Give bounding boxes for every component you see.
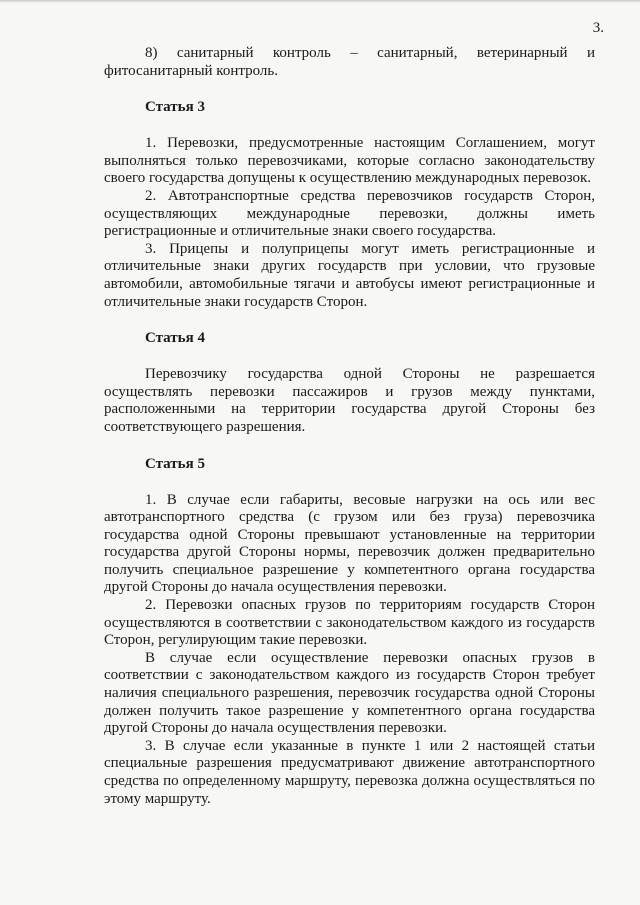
article-4-heading: Статья 4: [145, 330, 205, 347]
article-5-paragraph-1: 1. В случае если габариты, весовые нагрузки на ось или вес автотранспортного средства (с грузом или без груза) перевозчика государства одной Стороны превышают установленные на территории государства другой Стороны нормы, перевозчик должен предварительно получить специальное разрешение у компетентного органа государства другой Стороны до начала осуществления перевозки.: [104, 491, 595, 596]
article-3-heading: Статья 3: [145, 99, 205, 116]
article-4-paragraph-1: Перевозчику государства одной Стороны не разрешается осуществлять перевозки пассажиров и грузов между пунктами, расположенными на территории государства другой Стороны без соответствующего разрешения.: [104, 366, 595, 435]
article-5-paragraph-4: 3. В случае если указанные в пункте 1 или 2 настоящей статьи специальные разрешения предусматривают движение автотранспортного средства по определенному маршруту, перевозка должна осуществляться по этому маршруту.: [104, 737, 595, 807]
definition-item-8: 8) санитарный контроль – санитарный, ветеринарный и фитосанитарный контроль.: [104, 45, 595, 79]
article-3-paragraph-1: 1. Перевозки, предусмотренные настоящим Соглашением, могут выполняться только перевозчиками, которые согласно законодательству своего государства допущены к осуществлению международных перевозок.: [104, 135, 595, 187]
article-5-heading: Статья 5: [145, 455, 205, 472]
article-3-paragraph-3: 3. Прицепы и полуприцепы могут иметь регистрационные и отличительные знаки других государств при условии, что грузовые автомобили, автомобильные тягачи и автобусы имеют регистрационные и отличительные знаки государств Сторон.: [104, 240, 595, 310]
article-5-paragraph-3: В случае если осуществление перевозки опасных грузов в соответствии с законодательством каждого из государств Сторон требует наличия специального разрешения, перевозчик государства одной Стороны должен получить такое разрешение у компетентного органа государства другой Стороны до начала осуществления перевозки.: [104, 649, 595, 737]
document-body: [104, 45, 595, 808]
article-3-paragraph-2: 2. Автотранспортные средства перевозчиков государств Сторон, осуществляющих международные перевозки, должны иметь регистрационные и отличительные знаки своего государства.: [104, 187, 595, 240]
article-5-paragraph-2: 2. Перевозки опасных грузов по территориям государств Сторон осуществляются в соответствии с законодательством каждого из государств Сторон, регулирующим такие перевозки.: [104, 597, 595, 649]
page-number: 3.: [592, 20, 604, 36]
scan-top-edge: [0, 0, 640, 3]
